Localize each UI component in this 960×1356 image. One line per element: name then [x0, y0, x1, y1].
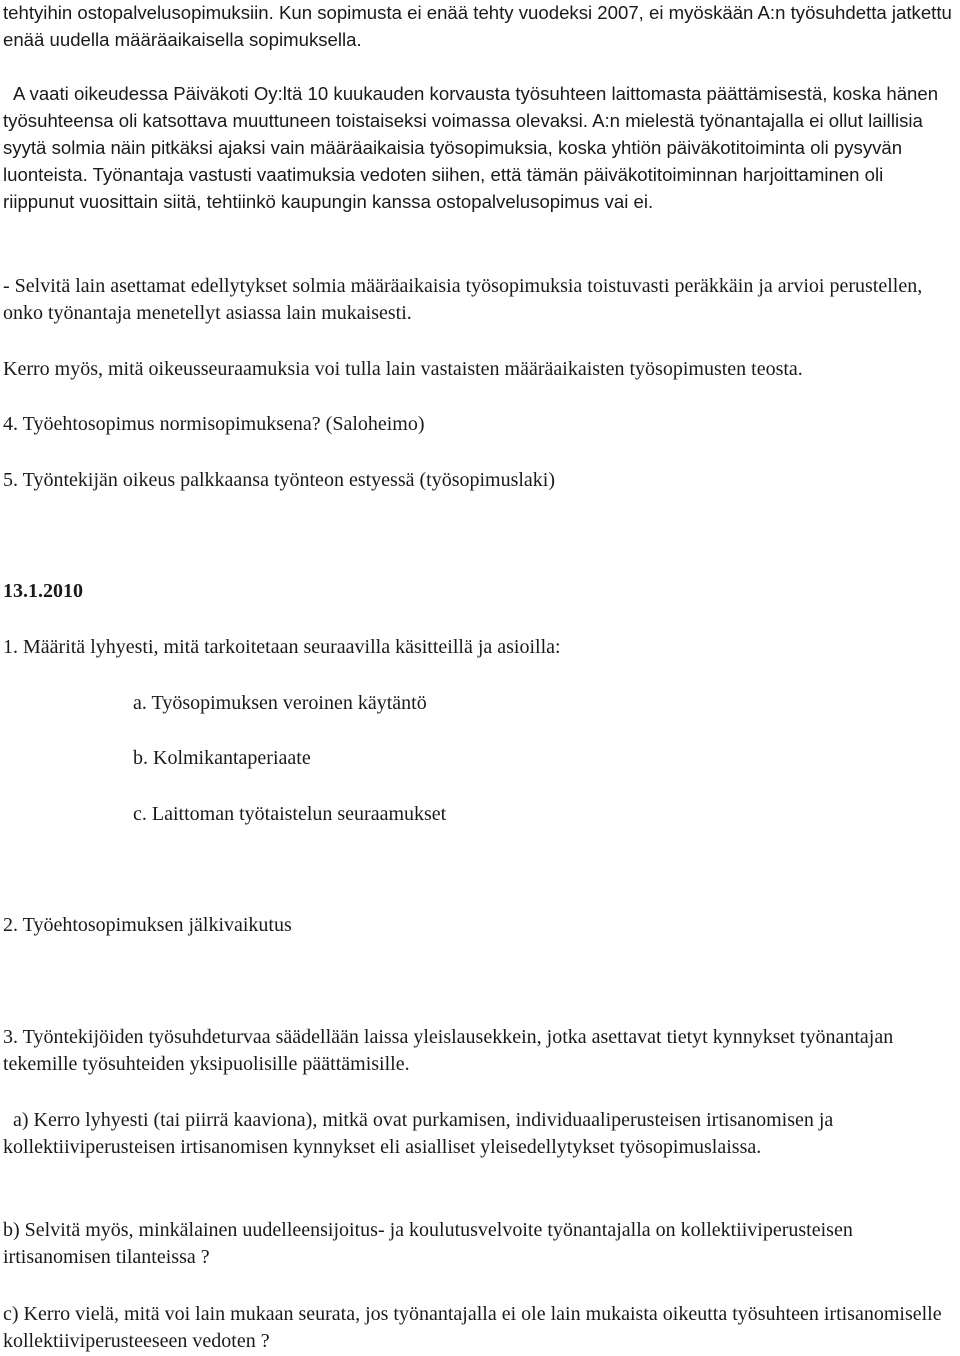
- task-examine-paragraph: - Selvitä lain asettamat edellytykset solmia määräaikaisia työsopimuksia toistuvasti peräkkäin ja arvioi perustellen, onko työnantaja menetellyt asiassa lain mukaisesti.: [3, 275, 923, 324]
- intro-tail-paragraph: tehtyihin ostopalvelusopimuksiin. Kun sopimusta ei enää tehty vuodeksi 2007, ei myöskään A:n työsuhdetta jatkettu enää uudella määräaikaisella sopimuksella.: [3, 2, 952, 50]
- question-1-item: b. Kolmikantaperiaate: [133, 747, 311, 769]
- question-1-item: c. Laittoman työtaistelun seuraamukset: [133, 803, 447, 825]
- question-3: 3. Työntekijöiden työsuhdeturvaa säädellään laissa yleislausekkein, jotka asettavat tietyt kynnykset työnantajan tekemille työsuhteiden yksipuolisille päättämisille.: [3, 1026, 894, 1075]
- question-5: 5. Työntekijän oikeus palkkaansa työnteon estyessä (työsopimuslaki): [3, 469, 556, 491]
- exam-date-heading: 13.1.2010: [3, 580, 83, 602]
- question-4: 4. Työehtosopimus normisopimuksena? (Saloheimo): [3, 413, 425, 435]
- case-description-paragraph: A vaati oikeudessa Päiväkoti Oy:ltä 10 kuukauden korvausta työsuhteen laittomasta päättämisestä, koska hänen työsuhteensa oli katsottava muuttuneen toistaiseksi voimassa olevaksi. A:n mielestä työnantajalla ei ollut laillisia syytä solmia näin pitkäksi ajaksi vain määräaikaisia työsopimuksia, koska yhtiön päiväkotitoiminta oli pysyvän luonteista. Työnantaja vastusti vaatimuksia vedoten siihen, että tämän päiväkotitoiminnan harjoittaminen oli riippunut vuosittain siitä, tehtiinkö kaupungin kanssa ostopalvelusopimus vai ei.: [3, 83, 939, 212]
- task-consequences-paragraph: Kerro myös, mitä oikeusseuraamuksia voi tulla lain vastaisten määräaikaisten työsopimusten teosta.: [3, 358, 803, 380]
- question-2: 2. Työehtosopimuksen jälkivaikutus: [3, 914, 292, 936]
- question-3-part-b: b) Selvitä myös, minkälainen uudelleensijoitus- ja koulutusvelvoite työnantajalla on kollektiiviperusteisen irtisanomisen tilanteissa ?: [3, 1219, 853, 1268]
- question-1-item: a. Työsopimuksen veroinen käytäntö: [133, 692, 427, 714]
- question-3-part-a: a) Kerro lyhyesti (tai piirrä kaaviona), mitkä ovat purkamisen, individuaaliperusteisen irtisanomisen ja kollektiiviperusteisen irtisanomisen kynnykset eli asialliset yleisedellytykset työsopimuslaissa.: [3, 1109, 834, 1158]
- question-1: 1. Määritä lyhyesti, mitä tarkoitetaan seuraavilla käsitteillä ja asioilla:: [3, 636, 561, 658]
- question-3-part-c: c) Kerro vielä, mitä voi lain mukaan seurata, jos työnantajalla ei ole lain mukaista oikeutta työsuhteen irtisanomiselle kollektiiviperusteeseen vedoten ?: [3, 1303, 942, 1352]
